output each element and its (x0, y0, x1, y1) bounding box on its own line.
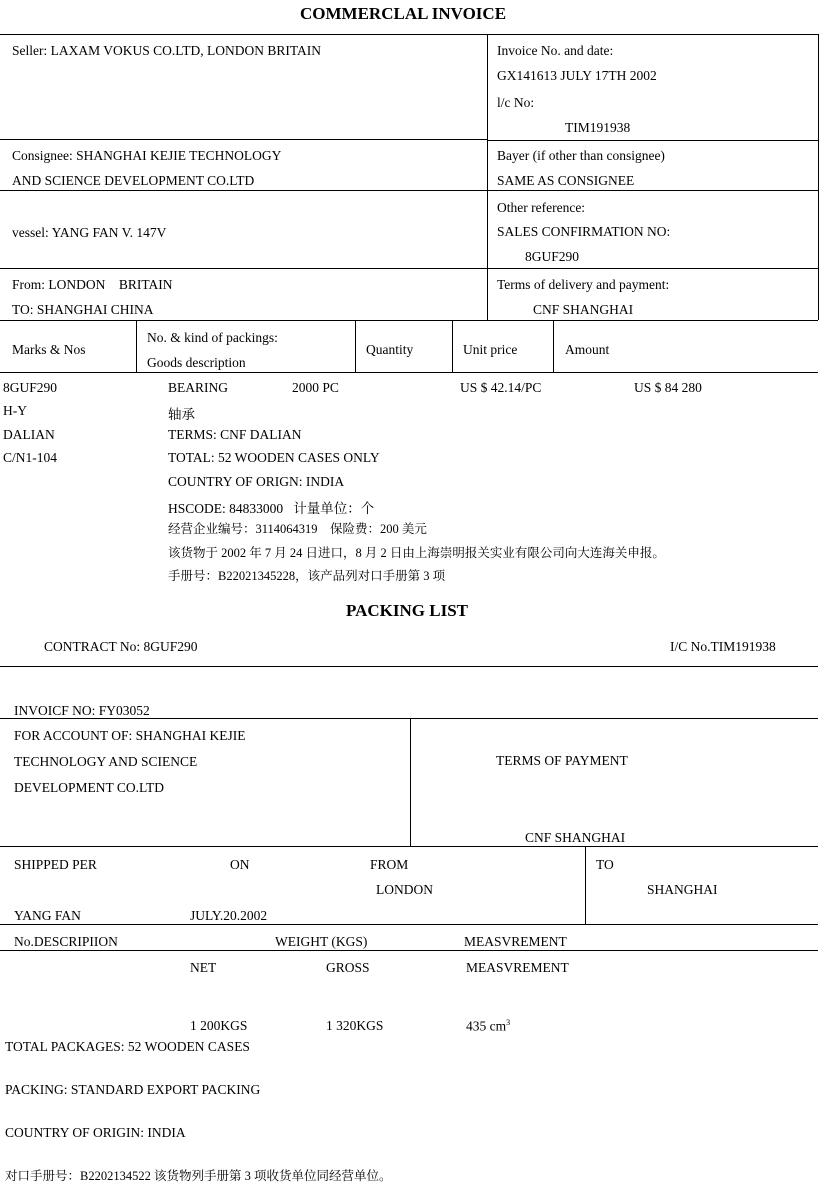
goods-hscode: HSCODE: 84833000 计量单位：个 (168, 501, 375, 516)
marks-line: DALIAN (3, 427, 55, 442)
invoice-no-label: Invoice No. and date: (497, 43, 614, 58)
contract-no: CONTRACT No: 8GUF290 (44, 639, 198, 654)
goods-amount: US $ 84 280 (634, 380, 702, 395)
header-marks: Marks & Nos (12, 342, 86, 357)
header-goods: Goods description (147, 355, 246, 370)
measurement-number: 435 cm (466, 1018, 507, 1034)
divider (0, 190, 818, 191)
on-label: ON (230, 857, 250, 872)
sales-confirmation-value: 8GUF290 (525, 249, 580, 264)
divider (487, 34, 488, 320)
header-amount: Amount (565, 342, 610, 357)
seller: Seller: LAXAM VOKUS CO.LTD, LONDON BRITAIN (12, 43, 322, 58)
weight-header: WEIGHT (KGS) (275, 934, 368, 949)
from-value: LONDON (376, 882, 433, 897)
divider (0, 718, 818, 719)
header-unit-price: Unit price (463, 342, 518, 357)
packing-origin: COUNTRY OF ORIGIN: INDIA (5, 1125, 186, 1140)
lc-label: l/c No: (497, 95, 535, 110)
terms-label: Terms of delivery and payment: (497, 277, 670, 292)
consignee-line2: AND SCIENCE DEVELOPMENT CO.LTD (12, 173, 255, 188)
divider (0, 950, 818, 951)
divider (0, 139, 487, 140)
goods-enterprise: 经营企业编号：3114064319 保险费：200 美元 (168, 522, 427, 536)
measurement-label: MEASVREMENT (466, 960, 569, 975)
from-location: From: LONDON BRITAIN (12, 277, 173, 292)
vessel-name: YANG FAN (14, 908, 81, 923)
to-location: TO: SHANGHAI CHINA (12, 302, 154, 317)
divider (818, 34, 819, 320)
divider (0, 666, 818, 667)
packing-lc-no: I/C No.TIM191938 (670, 639, 776, 654)
divider (0, 372, 818, 373)
payment-terms-value: CNF SHANGHAI (525, 830, 626, 845)
header-packings: No. & kind of packings: (147, 330, 278, 345)
marks-line: H-Y (3, 403, 27, 418)
divider (0, 268, 487, 269)
measurement-header: MEASVREMENT (464, 934, 567, 949)
net-label: NET (190, 960, 217, 975)
total-packages: TOTAL PACKAGES: 52 WOODEN CASES (5, 1039, 250, 1054)
divider (452, 320, 453, 372)
buyer-value: SAME AS CONSIGNEE (497, 173, 635, 188)
gross-weight: 1 320KGS (326, 1018, 384, 1033)
divider (0, 320, 818, 321)
to-value: SHANGHAI (647, 882, 718, 897)
goods-item: BEARING (168, 380, 228, 395)
goods-quantity: 2000 PC (292, 380, 339, 395)
marks-line: 8GUF290 (3, 380, 58, 395)
marks-line: C/N1-104 (3, 450, 57, 465)
goods-chinese-name: 轴承 (168, 407, 195, 422)
from-label: FROM (370, 857, 409, 872)
buyer-label: Bayer (if other than consignee) (497, 148, 665, 163)
measurement-unit-superscript: 3 (506, 1018, 511, 1027)
goods-unit-price: US $ 42.14/PC (460, 380, 542, 395)
account-line1: FOR ACCOUNT OF: SHANGHAI KEJIE (14, 728, 246, 743)
account-line2: TECHNOLOGY AND SCIENCE (14, 754, 198, 769)
net-weight: 1 200KGS (190, 1018, 248, 1033)
goods-import-note: 该货物于 2002 年 7 月 24 日进口，8 月 2 日由上海崇明报关实业有限公司向大连海关申报。 (168, 546, 665, 560)
consignee-line1: Consignee: SHANGHAI KEJIE TECHNOLOGY (12, 148, 282, 163)
invoice-title: COMMERCLAL INVOICE (300, 4, 507, 23)
goods-total: TOTAL: 52 WOODEN CASES ONLY (168, 450, 380, 465)
to-label: TO (596, 857, 614, 872)
divider (553, 320, 554, 372)
goods-terms: TERMS: CNF DALIAN (168, 427, 302, 442)
shipped-date: JULY.20.2002 (190, 908, 268, 923)
footer-note: 对口手册号：B2202134522 该货物列手册第 3 项收货单位同经营单位。 (5, 1169, 392, 1183)
invoice-no-value: GX141613 JULY 17TH 2002 (497, 68, 657, 83)
divider (0, 846, 818, 847)
account-line3: DEVELOPMENT CO.LTD (14, 780, 165, 795)
description-header: No.DESCRIPIION (14, 934, 118, 949)
packing-title: PACKING LIST (346, 601, 469, 620)
header-quantity: Quantity (366, 342, 414, 357)
packing-note: PACKING: STANDARD EXPORT PACKING (5, 1082, 261, 1097)
goods-origin: COUNTRY OF ORIGN: INDIA (168, 474, 345, 489)
divider (585, 846, 586, 924)
other-reference-label: Other reference: (497, 200, 586, 215)
divider (355, 320, 356, 372)
packing-invoice-no: INVOICF NO: FY03052 (14, 703, 150, 718)
goods-manual-note: 手册号：B22021345228，该产品列对口手册第 3 项 (168, 569, 446, 583)
divider (136, 320, 137, 372)
vessel: vessel: YANG FAN V. 147V (12, 225, 167, 240)
lc-value: TIM191938 (565, 120, 631, 135)
shipped-per-label: SHIPPED PER (14, 857, 97, 872)
divider (487, 140, 818, 141)
divider (0, 34, 818, 35)
divider (487, 268, 818, 269)
sales-confirmation-label: SALES CONFIRMATION NO: (497, 224, 671, 239)
gross-label: GROSS (326, 960, 370, 975)
terms-value: CNF SHANGHAI (533, 302, 634, 317)
divider (0, 924, 818, 925)
measurement-value (466, 1018, 510, 1035)
payment-terms-label: TERMS OF PAYMENT (496, 753, 628, 768)
divider (410, 718, 411, 846)
